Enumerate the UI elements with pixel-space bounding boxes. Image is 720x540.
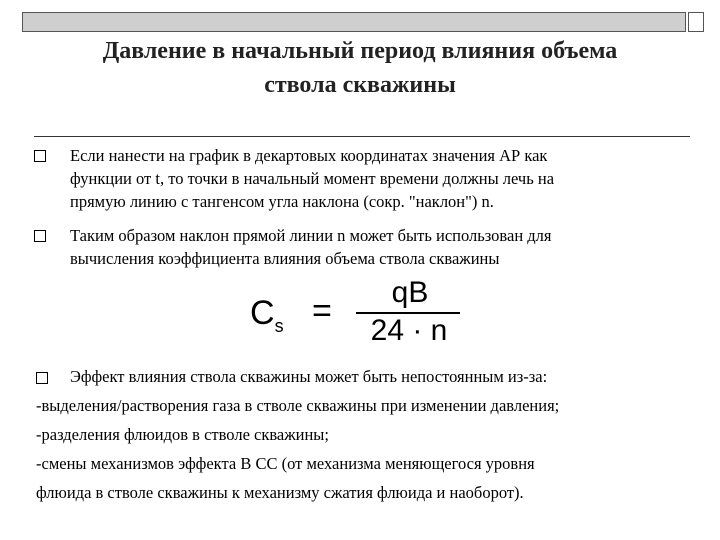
bullet-1-line-3: прямую линию с тангенсом угла наклона (сокр. "наклон") n. [70, 192, 494, 211]
effects-intro: Эффект влияния ствола скважины может быть непостоянным из-за: [70, 367, 548, 386]
bullet-1-line-2: функции от t, то точки в начальный момент времени должны лечь на [70, 169, 555, 188]
bullet-1-line-1: Если нанести на график в декартовых координатах значения АР как [70, 146, 548, 165]
formula-denominator: 24 · n [370, 314, 448, 347]
slide-title [20, 34, 700, 102]
formula-numerator: qB [391, 276, 429, 309]
bullet-paragraph-1 [70, 144, 700, 213]
effects-item-2: -разделения флюидов в стволе скважины; [36, 425, 329, 444]
formula-lhs-subscript: s [274, 315, 284, 336]
formula-lhs [250, 294, 284, 337]
bullet-paragraph-2 [70, 224, 700, 270]
bullet-2-line-2: вычисления коэффициента влияния объема ствола скважины [70, 249, 500, 268]
effects-item-4: флюида в стволе скважины к механизму сжатия флюида и наоборот). [36, 483, 524, 502]
title-line-1: Давление в начальный период влияния объема [102, 38, 618, 64]
effects-item-3: -смены механизмов эффекта В СС (от механизма меняющегося уровня [36, 454, 535, 473]
bullet-2-line-1: Таким образом наклон прямой линии n может быть использован для [70, 226, 552, 245]
title-divider [34, 136, 690, 137]
bullet-square-icon [34, 230, 46, 242]
formula-lhs-symbol: C [250, 294, 275, 332]
formula-equals: = [312, 292, 332, 330]
title-line-2: ствола скважины [264, 72, 456, 98]
bullet-square-icon [34, 150, 46, 162]
slide-header-bar [22, 12, 686, 32]
effects-item-1: -выделения/растворения газа в стволе скважины при изменении давления; [36, 396, 560, 415]
bullet-square-icon [36, 372, 48, 384]
wellbore-storage-formula [250, 278, 470, 348]
slide-corner-box [688, 12, 704, 32]
